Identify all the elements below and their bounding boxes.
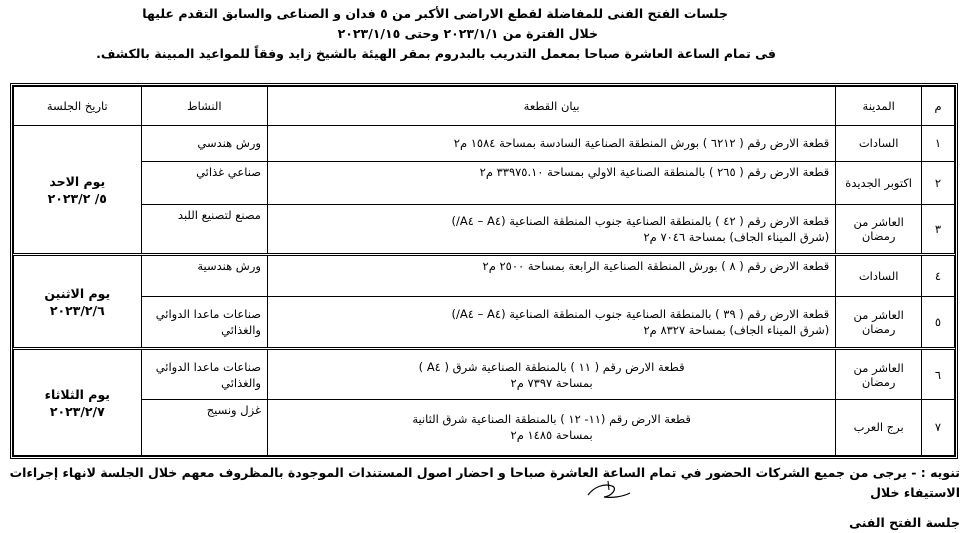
activity-line-1: غزل ونسيج bbox=[206, 402, 261, 417]
header-plot: بيان القطعة bbox=[267, 87, 835, 126]
sessions-table bbox=[13, 86, 955, 456]
row-activity bbox=[141, 399, 267, 455]
row-plot bbox=[267, 297, 835, 349]
row-city: العاشر من رمضان bbox=[836, 349, 922, 399]
header-activity: النشاط bbox=[141, 87, 267, 126]
header-date: تاريخ الجلسة bbox=[14, 87, 142, 126]
row-city: العاشر من رمضان bbox=[836, 297, 922, 349]
row-plot bbox=[267, 126, 835, 162]
plot-line-1: قطعة الارض رقم ( ٨ ) بورش المنطقة الصناعية الرابعة بمساحة ٢٥٠٠ م٢ bbox=[482, 259, 830, 274]
row-plot bbox=[267, 349, 835, 399]
plot-line-2: (شرق الميناء الجاف) بمساحة ٨٣٢٧ م٢ bbox=[643, 323, 830, 338]
session-day: يوم الاثنين bbox=[44, 285, 111, 301]
row-plot bbox=[267, 205, 835, 255]
row-activity bbox=[141, 255, 267, 297]
row-num: ٦ bbox=[922, 349, 955, 399]
header-title: جلسات الفتح الفنى للمفاضلة لقطع الاراضى الأكبر من ٥ فدان و الصناعى والسابق التقدم عليها bbox=[142, 6, 728, 21]
session-day: يوم الاحد bbox=[49, 173, 106, 189]
row-city: برج العرب bbox=[836, 399, 922, 455]
row-activity bbox=[141, 349, 267, 399]
session-day: يوم الثلاثاء bbox=[44, 386, 110, 402]
row-num: ٢ bbox=[922, 161, 955, 205]
footer-note: تنويه : - يرجى من جميع الشركات الحضور في تمام الساعة العاشرة صباحا و احضار اصول المستندات الموجودة بالمظروف معهم خلال الجلسة لانهاء إجراءات الاستيفاء خلال bbox=[9, 465, 960, 500]
row-city: اكتوبر الجديدة bbox=[836, 161, 922, 205]
header-period: خلال الفترة من ٢٠٢٣/١/١ وحتى ٢٠٢٣/١/١٥ bbox=[337, 26, 598, 41]
row-num: ١ bbox=[922, 126, 955, 162]
table-row bbox=[14, 126, 955, 162]
session-date: ٥/ ٢٠٢٣/٢ bbox=[47, 190, 107, 206]
activity-line-1: ورش هندسي bbox=[197, 136, 261, 151]
document-footer bbox=[0, 463, 966, 533]
header-city: المدينة bbox=[836, 87, 922, 126]
plot-line-1: قطعة الارض رقم ( ٦٢١٢ ) بورش المنطقة الصناعية السادسة بمساحة ١٥٨٤ م٢ bbox=[453, 136, 830, 151]
table-row bbox=[14, 205, 955, 255]
session-date: ٢٠٢٣/٢/٧ bbox=[49, 403, 105, 419]
row-activity bbox=[141, 297, 267, 349]
plot-line-1: قطعة الارض رقم (١١- ١٢ ) بالمنطقة الصناعية شرق الثانية bbox=[412, 412, 691, 427]
row-city: السادات bbox=[836, 126, 922, 162]
row-num: ٣ bbox=[922, 205, 955, 255]
table-row bbox=[14, 161, 955, 205]
table-row bbox=[14, 399, 955, 455]
plot-line-1: قطعة الارض رقم ( ٢٦٥ ) بالمنطقة الصناعية الاولي بمساحة ٣٣٩٧٥.١٠ م٢ bbox=[479, 164, 830, 179]
activity-line-1: صناعات ماعدا الدوائي bbox=[155, 307, 261, 322]
session-date: ٢٠٢٣/٢/٦ bbox=[49, 302, 105, 318]
plot-line-2: بمساحة ٧٣٩٧ م٢ bbox=[510, 375, 593, 390]
activity-line-1: ورش هندسية bbox=[197, 259, 261, 274]
plot-line-1: قطعة الارض رقم ( ٤٢ ) بالمنطقة الصناعية جنوب المنطقة الصناعية (A٤ – A٤/) bbox=[451, 214, 830, 229]
plot-line-2: (شرق الميناء الجاف) بمساحة ٧٠٤٦ م٢ bbox=[643, 230, 830, 245]
signature-mark bbox=[582, 477, 634, 503]
plot-line-2: بمساحة ١٤٨٥ م٢ bbox=[510, 428, 593, 443]
row-plot bbox=[267, 161, 835, 205]
session-date-cell bbox=[14, 255, 142, 349]
activity-line-2: والغذائي bbox=[221, 375, 261, 390]
footer-note-continued: جلسة الفتح الفنى bbox=[849, 515, 960, 530]
activity-line-1: مصنع لتصنيع اللبد bbox=[177, 208, 261, 223]
row-city: العاشر من رمضان bbox=[836, 205, 922, 255]
header-num: م bbox=[922, 87, 955, 126]
table-header-row bbox=[14, 87, 955, 126]
session-date-cell bbox=[14, 126, 142, 255]
session-date-cell bbox=[14, 349, 142, 456]
plot-line-1: قطعة الارض رقم ( ٣٩ ) بالمنطقة الصناعية جنوب المنطقة الصناعية (A٤ – A٤/) bbox=[451, 307, 830, 322]
table-row bbox=[14, 255, 955, 297]
row-activity bbox=[141, 161, 267, 205]
row-num: ٤ bbox=[922, 255, 955, 297]
header-venue: فى تمام الساعة العاشرة صباحا بمعمل التدريب بالبدروم بمقر الهيئة بالشيخ زايد وفقاً للمواعيد المبينة بالكشف. bbox=[96, 46, 776, 61]
activity-line-2: والغذائي bbox=[221, 323, 261, 338]
row-num: ٥ bbox=[922, 297, 955, 349]
row-activity bbox=[141, 126, 267, 162]
document-header bbox=[0, 4, 966, 64]
table-row bbox=[14, 297, 955, 349]
row-plot bbox=[267, 399, 835, 455]
row-plot bbox=[267, 255, 835, 297]
row-num: ٧ bbox=[922, 399, 955, 455]
row-city: السادات bbox=[836, 255, 922, 297]
row-activity bbox=[141, 205, 267, 255]
sessions-table-frame bbox=[10, 83, 958, 459]
activity-line-1: صناعات ماعدا الدوائي bbox=[155, 359, 261, 374]
table-row bbox=[14, 349, 955, 399]
activity-line-1: صناعي غذائي bbox=[196, 164, 261, 179]
plot-line-1: قطعة الارض رقم ( ١١ ) بالمنطقة الصناعية شرق ( A٤ ) bbox=[418, 359, 685, 374]
